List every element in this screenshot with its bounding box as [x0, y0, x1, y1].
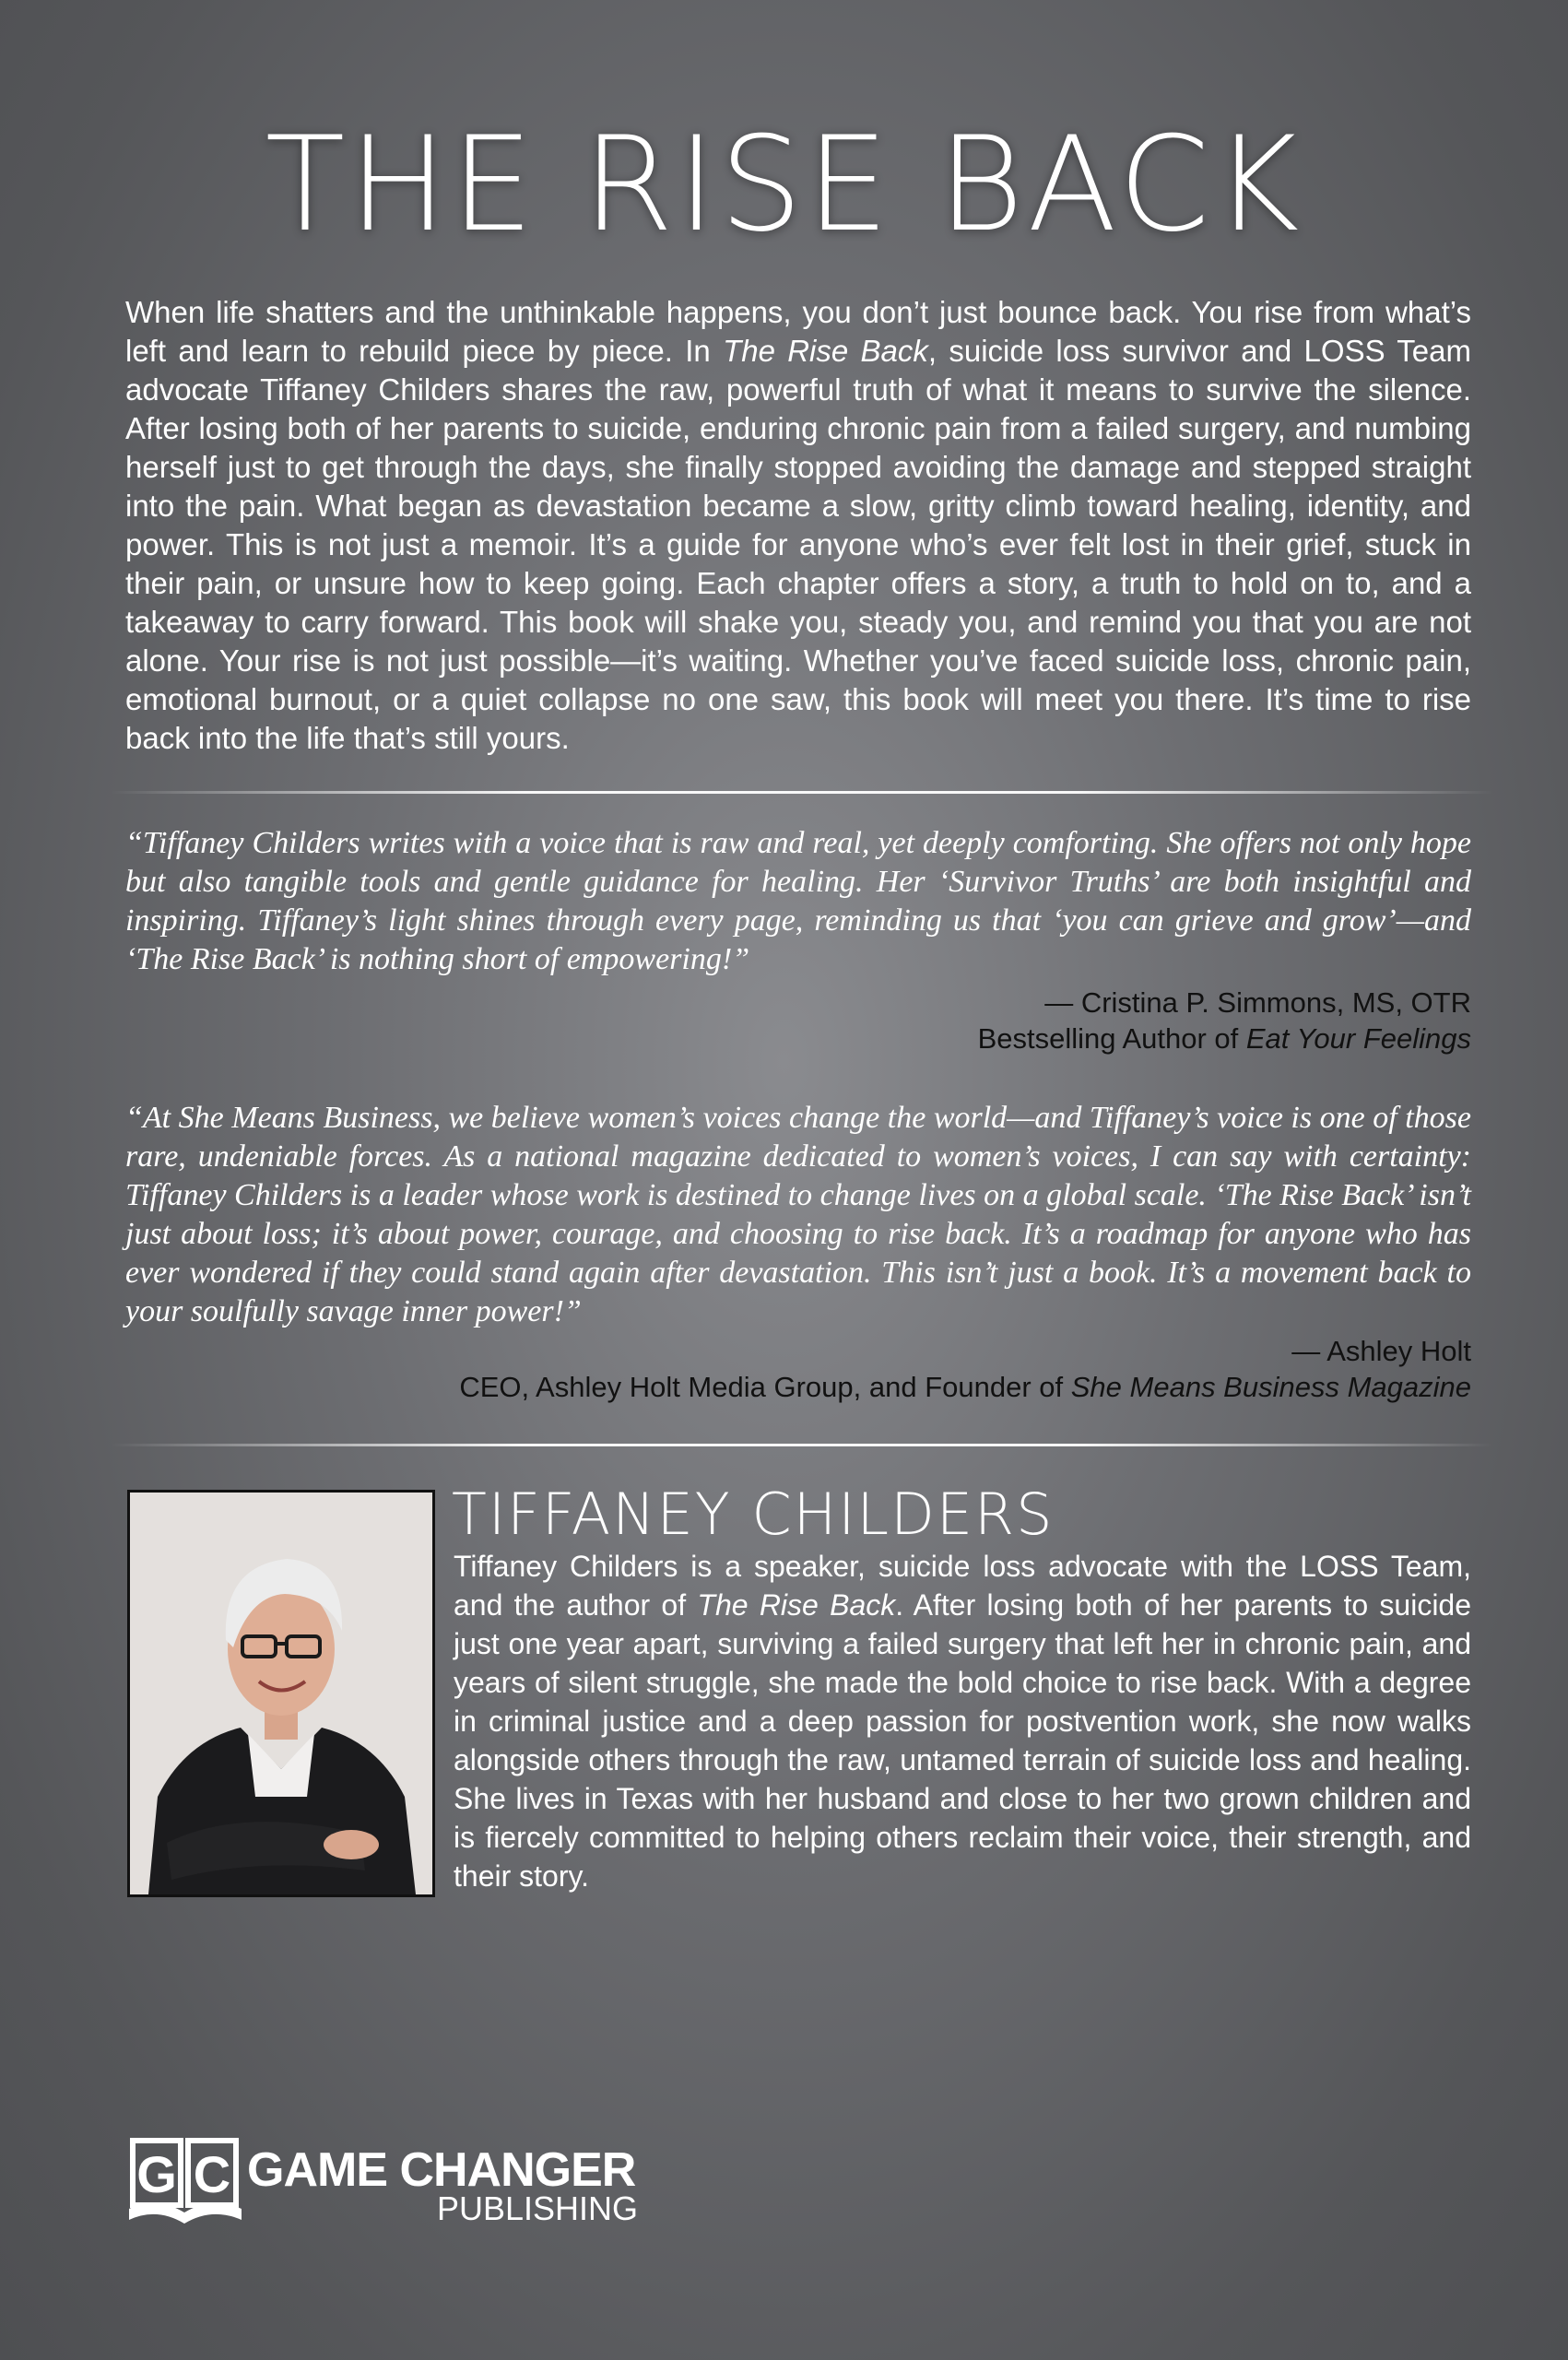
publisher-logo-icon: [125, 2128, 245, 2229]
testimonial-quote: “At She Means Business, we believe women’s voices change the world—and Tiffaney’s voice is one of those rare, undeniable forces. As a national magazine dedicated to women’s voices, I can say with certainty: Tiffaney Childers is a leader whose work is destined to change lives on a global scale. ‘The Rise Back’ isn’t just about loss; it’s about power, courage, and choosing to rise back. It’s a roadmap for anyone who has ever wondered if they could stand again after devastation. This isn’t just a book. It’s a movement back to your soulfully savage inner power!”: [125, 1101, 1471, 1328]
testimonial-author: — Cristina P. Simmons, MS, OTR: [1044, 986, 1471, 1019]
logo-letter-g: G: [136, 2145, 177, 2203]
description-text-1: When life shatters and the unthinkable happens, you don’t just bounce back. You rise from what’s left and learn to rebuild piece by piece. In: [125, 295, 1471, 368]
testimonial-attribution: [978, 985, 1471, 1056]
book-title: THE RISE BACK: [265, 109, 1303, 261]
publisher-subtitle: PUBLISHING: [437, 2189, 639, 2227]
publisher-name: GAME CHANGER: [247, 2143, 636, 2197]
testimonial-attribution: [459, 1333, 1471, 1405]
testimonial-quote: “Tiffaney Childers writes with a voice that is raw and real, yet deeply comforting. She offers not only hope but also tangible tools and gentle guidance for healing. Her ‘Survivor Truths’ are both insightful and inspiring. Tiffaney’s light shines through every page, reminding us that ‘you can grieve and grow’—and ‘The Rise Back’ is nothing short of empowering!”: [125, 826, 1471, 976]
description-text-2: , suicide loss survivor and LOSS Team advocate Tiffaney Childers shares the raw, powerful truth of what it means to survive the silence. After losing both of her parents to suicide, enduring chronic pain from a failed surgery, and numbing herself just to get through the days, she finally stopped avoiding the damage and stepped straight into the pain. What began as devastation became a slow, gritty climb toward healing, identity, and power. This is not just a memoir. It’s a guide for anyone who’s ever felt lost in their grief, stuck in their pain, or unsure how to keep going. Each chapter offers a story, a truth to hold on to, and a takeaway to carry forward. This book will shake you, steady you, and remind you that you are not alone. Your rise is not just possible—it’s waiting. Whether you’ve faced suicide loss, chronic pain, emotional burnout, or a quiet collapse no one saw, this book will meet you there. It’s time to rise back into the life that’s still yours.: [125, 334, 1471, 755]
author-portrait-icon: [130, 1493, 432, 1894]
bio-book-title: The Rise Back: [697, 1588, 896, 1622]
testimonial-author: — Ashley Holt: [1291, 1335, 1471, 1367]
publisher-logo: [125, 2128, 642, 2229]
logo-letter-c: C: [193, 2145, 231, 2203]
divider: [111, 791, 1493, 794]
author-photo: [127, 1490, 435, 1897]
author-name: TIFFANEY CHILDERS: [452, 1481, 1055, 1548]
testimonial-author-role: Bestselling Author of Eat Your Feelings: [977, 1022, 1471, 1055]
divider: [111, 1444, 1493, 1446]
description-book-title: The Rise Back: [723, 334, 928, 368]
book-description: [125, 293, 1471, 758]
author-bio: Tiffaney Childers is a speaker, suicide loss advocate with the LOSS Team, and the author of The Rise Back. After losing both of her parents to suicide just one year apart, surviving a failed surgery that left her in chronic pain, and years of silent struggle, she made the bold choice to rise back. With a degree in criminal justice and a deep passion for postvention work, she now walks alongside others through the raw, untamed terrain of suicide loss and healing. She lives in Texas with her husband and close to her two grown children and is fiercely committed to helping others reclaim their voice, their strength, and their story.: [454, 1550, 1472, 1893]
testimonial-author-role: CEO, Ashley Holt Media Group, and Founder of She Means Business Magazine: [459, 1371, 1471, 1403]
